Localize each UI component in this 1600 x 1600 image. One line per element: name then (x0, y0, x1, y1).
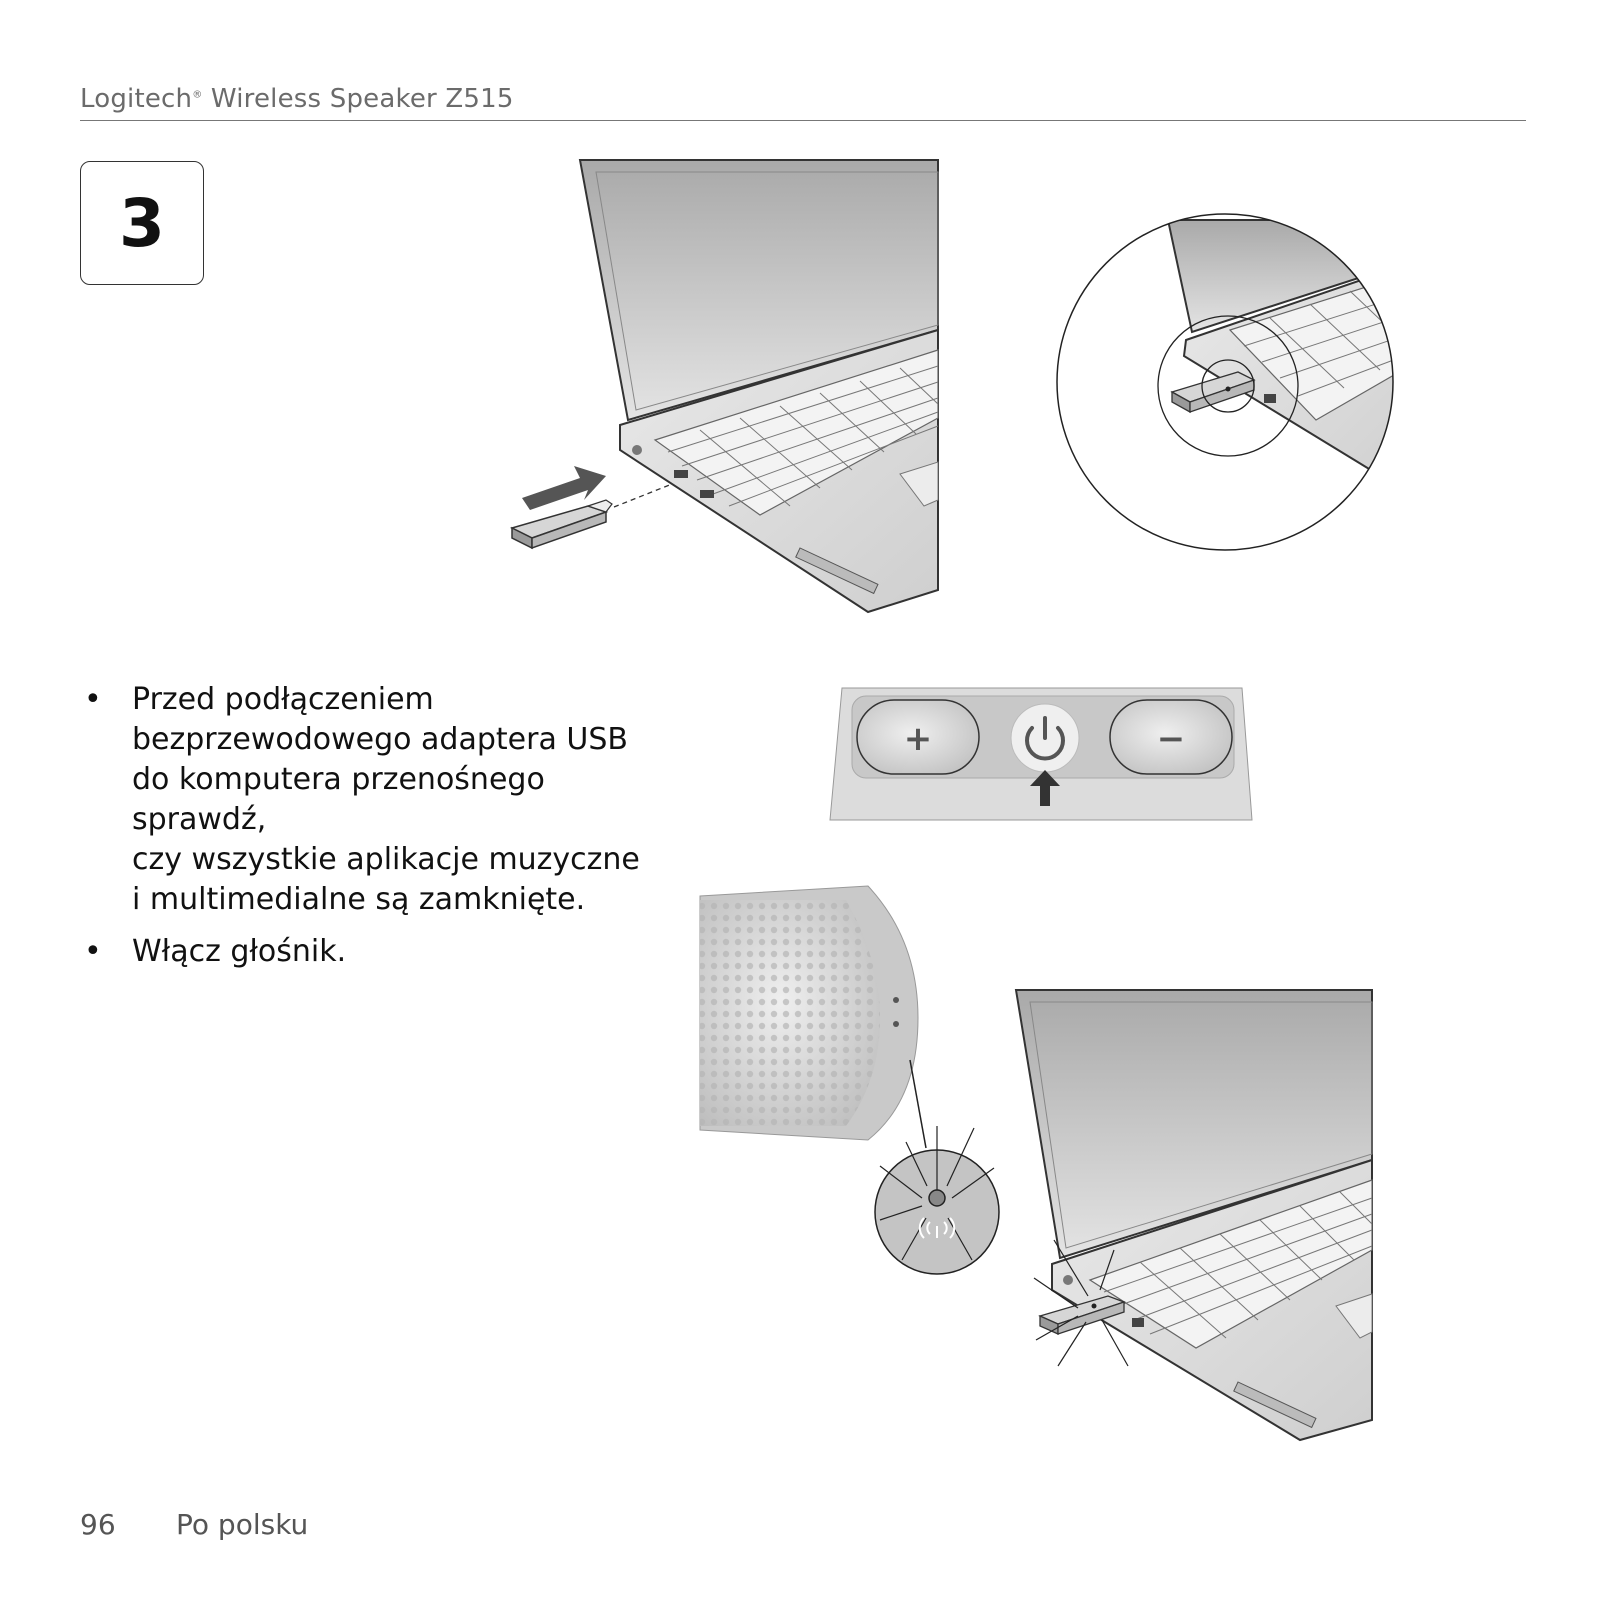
header-title: Logitech® Wireless Speaker Z515 (80, 84, 514, 114)
step-number: 3 (119, 184, 165, 262)
instruction-line: do komputera przenośnego sprawdź, (132, 762, 545, 837)
volume-up-button[interactable] (857, 700, 979, 774)
footer-language: Po polsku (176, 1508, 309, 1541)
instruction-line: czy wszystkie aplikacje muzyczne (132, 842, 640, 877)
power-button[interactable] (1011, 704, 1079, 772)
laptop-illustration (512, 160, 938, 612)
bullet: • (84, 934, 102, 969)
status-led-detail (875, 1126, 999, 1274)
bullet: • (84, 682, 102, 717)
instruction-line: bezprzewodowego adaptera USB (132, 722, 628, 757)
svg-text:−: − (1156, 719, 1186, 759)
svg-text:+: + (903, 719, 933, 759)
instruction-line: Włącz głośnik. (132, 934, 347, 969)
zoom-detail-circle (1057, 214, 1420, 550)
instruction-line: Przed podłączeniem (132, 682, 434, 717)
usb-adapter-icon (512, 500, 612, 548)
speaker-illustration (700, 886, 926, 1148)
laptop-with-adapter-illustration (1016, 990, 1372, 1440)
volume-down-button[interactable] (1110, 700, 1232, 774)
instruction-line: i multimedialne są zamknięte. (132, 882, 586, 917)
page-number: 96 (80, 1508, 116, 1541)
speaker-control-panel (830, 688, 1252, 820)
